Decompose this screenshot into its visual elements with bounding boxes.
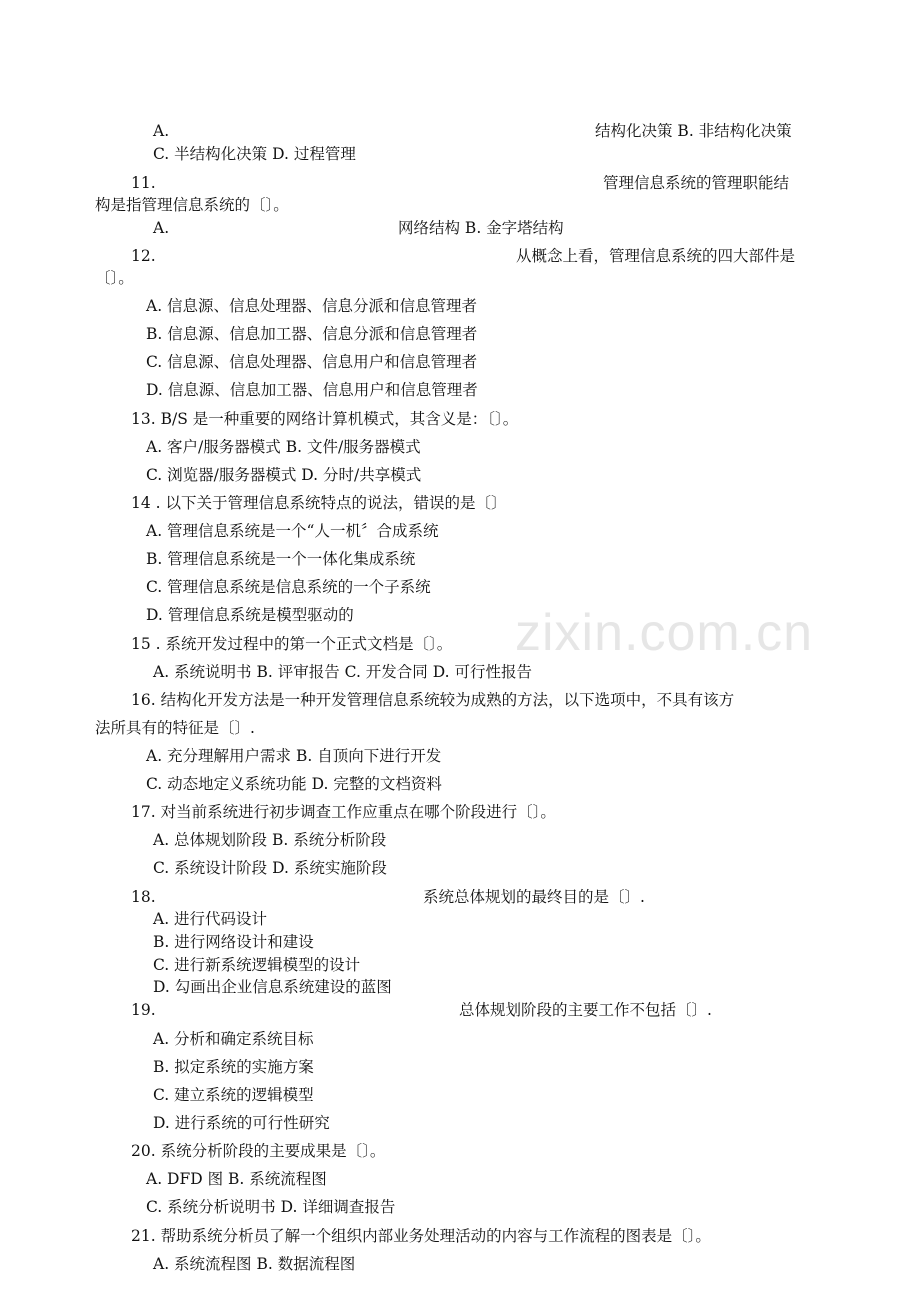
q11-number: 11. (131, 174, 156, 192)
q16-options-cd: C. 动态地定义系统功能 D. 完整的文档资料 (146, 775, 442, 793)
q12-option-a: A. 信息源、信息处理器、信息分派和信息管理者 (146, 297, 478, 315)
q12-number: 12. (131, 247, 156, 265)
q19-number: 19. (131, 1001, 156, 1019)
q13-options-ab: A. 客户/服务器模式 B. 文件/服务器模式 (146, 438, 421, 456)
q17-options-cd: C. 系统设计阶段 D. 系统实施阶段 (153, 859, 387, 877)
q14-option-d: D. 管理信息系统是模型驱动的 (146, 606, 354, 624)
q16-text-1: 16. 结构化开发方法是一种开发管理信息系统较为成熟的方法，以下选项中，不具有该方 (131, 691, 735, 709)
q18-option-a: A. 进行代码设计 (153, 910, 268, 928)
q12-text-2: 〔〕。 (95, 269, 134, 287)
q10-option-a-label: A. (153, 122, 170, 140)
q12-option-b: B. 信息源、信息加工器、信息分派和信息管理者 (146, 325, 478, 343)
q16-text-2: 法所具有的特征是〔〕. (95, 719, 255, 737)
q19-option-d: D. 进行系统的可行性研究 (153, 1114, 330, 1132)
q19-option-b: B. 拟定系统的实施方案 (153, 1058, 314, 1076)
q18-text: 系统总体规划的最终目的是〔〕. (423, 888, 645, 906)
q14-option-b: B. 管理信息系统是一个一体化集成系统 (146, 550, 416, 568)
q15-options: A. 系统说明书 B. 评审报告 C. 开发合同 D. 可行性报告 (153, 663, 532, 681)
q21-text: 21. 帮助系统分析员了解一个组织内部业务处理活动的内容与工作流程的图表是〔〕。 (131, 1227, 711, 1245)
q13-text: 13. B/S 是一种重要的网络计算机模式，其含义是：〔〕。 (131, 410, 519, 428)
q14-option-c: C. 管理信息系统是信息系统的一个子系统 (146, 578, 431, 596)
q21-options-ab: A. 系统流程图 B. 数据流程图 (153, 1255, 356, 1273)
q10-options-cd: C. 半结构化决策 D. 过程管理 (153, 145, 356, 163)
q17-options-ab: A. 总体规划阶段 B. 系统分析阶段 (153, 831, 387, 849)
q17-text: 17. 对当前系统进行初步调查工作应重点在哪个阶段进行〔〕。 (131, 803, 556, 821)
watermark: zixin.com.cn (515, 604, 814, 662)
q12-option-d: D. 信息源、信息加工器、信息用户和信息管理者 (146, 381, 478, 399)
q20-text: 20. 系统分析阶段的主要成果是〔〕。 (131, 1142, 386, 1160)
q15-text: 15 . 系统开发过程中的第一个正式文档是〔〕。 (131, 635, 453, 653)
q19-option-a: A. 分析和确定系统目标 (153, 1030, 314, 1048)
q11-options-ab: 网络结构 B. 金字塔结构 (398, 219, 564, 237)
q20-options-ab: A. DFD 图 B. 系统流程图 (146, 1170, 327, 1188)
q19-text: 总体规划阶段的主要工作不包括〔〕. (459, 1001, 712, 1019)
q13-options-cd: C. 浏览器/服务器模式 D. 分时/共享模式 (146, 466, 422, 484)
q18-option-c: C. 进行新系统逻辑模型的设计 (153, 956, 361, 974)
q18-number: 18. (131, 888, 156, 906)
q14-text: 14 . 以下关于管理信息系统特点的说法，错误的是〔〕 (131, 494, 507, 512)
q10-options-ab: 结构化决策 B. 非结构化决策 (595, 122, 792, 140)
q11-option-a-label: A. (153, 219, 170, 237)
q11-text-2: 构是指管理信息系统的〔〕。 (95, 196, 289, 214)
q12-option-c: C. 信息源、信息处理器、信息用户和信息管理者 (146, 353, 478, 371)
q14-option-a: A. 管理信息系统是一个“人一机〞合成系统 (146, 522, 439, 540)
q18-option-d: D. 勾画出企业信息系统建设的蓝图 (153, 978, 392, 996)
q16-options-ab: A. 充分理解用户需求 B. 自顶向下进行开发 (146, 747, 442, 765)
q12-text-1: 从概念上看，管理信息系统的四大部件是 (516, 247, 796, 265)
q20-options-cd: C. 系统分析说明书 D. 详细调查报告 (146, 1198, 396, 1216)
q18-option-b: B. 进行网络设计和建设 (153, 933, 314, 951)
q19-option-c: C. 建立系统的逻辑模型 (153, 1086, 314, 1104)
q11-text-1: 管理信息系统的管理职能结 (603, 174, 790, 192)
